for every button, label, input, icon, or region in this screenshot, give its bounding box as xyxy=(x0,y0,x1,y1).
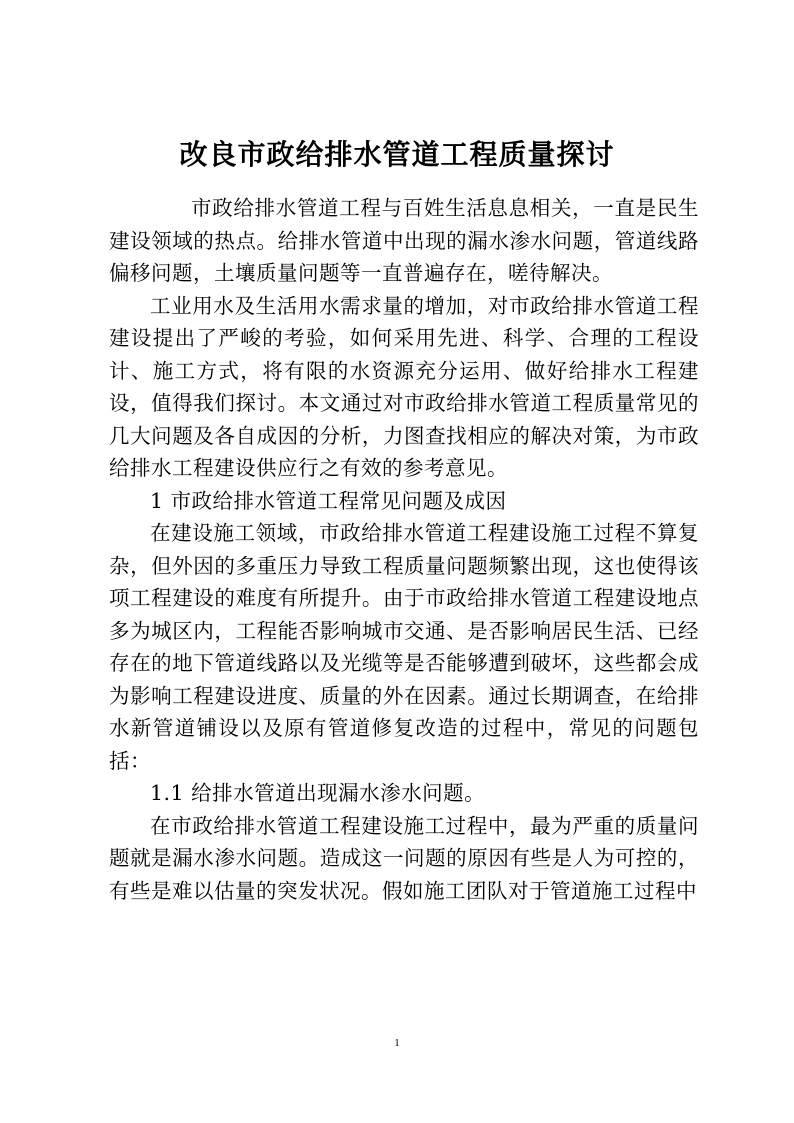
page-number: 1 xyxy=(394,1037,400,1049)
intro-paragraph-1: 市政给排水管道工程与百姓生活息息相关，一直是民生建设领域的热点。给排水管道中出现的漏水渗水问题，管道线路偏移问题，土壤质量问题等一直普遍存在，嗟待解决。 xyxy=(109,196,699,285)
document-title: 改良市政给排水管道工程质量探讨 xyxy=(179,138,615,171)
section-1-1-paragraph: 在市政给排水管道工程建设施工过程中，最为严重的质量问题就是漏水渗水问题。造成这一问题的原因有些是人为可控的，有些是难以估量的突发状况。假如施工团队对于管道施工过程中 xyxy=(109,813,699,903)
intro-paragraph-2: 工业用水及生活用水需求量的增加，对市政给排水管道工程建设提出了严峻的考验，如何采用先进、科学、合理的工程设计、施工方式，将有限的水资源充分运用、做好给排水工程建设，值得我们探讨。本文通过对市政给排水管道工程质量常见的几大问题及各自成因的分析，力图查找相应的解决对策，为市政给排水工程建设供应行之有效的参考意见。 xyxy=(109,293,699,480)
document-body xyxy=(109,192,699,907)
section-1-paragraph: 在建设施工领域，市政给排水管道工程建设施工过程不算复杂，但外因的多重压力导致工程质量问题频繁出现，这也使得该项工程建设的难度有所提升。由于市政给排水管道工程建设地点多为城区内，工程能否影响城市交通、是否影响居民生活、已经存在的地下管道线路以及光缆等是否能够遭到破坏，这些都会成为影响工程建设进度、质量的外在因素。通过长期调查，在给排水新管道铺设以及原有管道修复改造的过程中，常见的问题包括： xyxy=(109,521,699,773)
section-1-heading: 1 市政给排水管道工程常见问题及成因 xyxy=(150,488,507,513)
section-1-1-heading: 1.1 给排水管道出现漏水渗水问题。 xyxy=(150,781,486,805)
